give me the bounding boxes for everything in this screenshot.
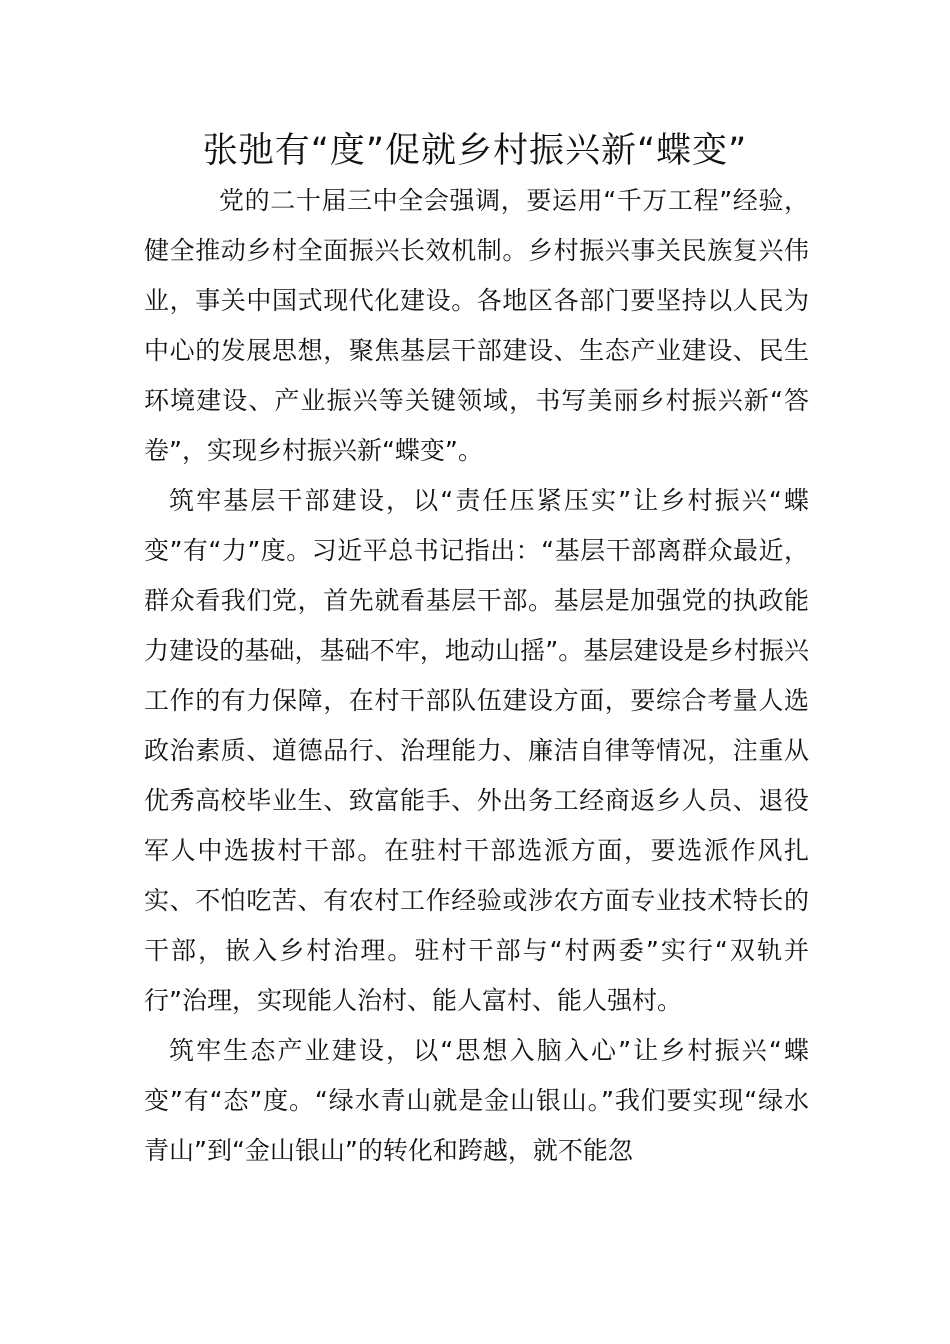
paragraph-intro: 党的二十届三中全会强调，要运用“千万工程”经验，健全推动乡村全面振兴长效机制。乡村振兴事关民族复兴伟业，事关中国式现代化建设。各地区各部门要坚持以人民为中心的发展思想，聚焦基层干部建设、生态产业建设、民生环境建设、产业振兴等关键领域，书写美丽乡村振兴新“答卷”，实现乡村振兴新“蝶变”。 [144, 186, 809, 465]
paragraph-grassroots-cadres: 筑牢基层干部建设，以“责任压紧压实”让乡村振兴“蝶变”有“力”度。习近平总书记指出：“基层干部离群众最近，群众看我们党，首先就看基层干部。基层是加强党的执政能力建设的基础，基础不牢，地动山摇”。基层建设是乡村振兴工作的有力保障，在村干部队伍建设方面，要综合考量人选政治素质、道德品行、治理能力、廉洁自律等情况，注重从优秀高校毕业生、致富能手、外出务工经商返乡人员、退役军人中选拔村干部。在驻村干部选派方面，要选派作风扎实、不怕吃苦、有农村工作经验或涉农方面专业技术特长的干部，嵌入乡村治理。驻村干部与“村两委”实行“双轨并行”治理，实现能人治村、能人富村、能人强村。 [144, 486, 809, 1015]
paragraph-ecological-industry: 筑牢生态产业建设，以“思想入脑入心”让乡村振兴“蝶变”有“态”度。“绿水青山就是金山银山。”我们要实现“绿水青山”到“金山银山”的转化和跨越，就不能忽 [144, 1036, 809, 1165]
document-title: 张弛有“度”促就乡村振兴新“蝶变” [202, 131, 748, 171]
document-body [144, 176, 809, 1176]
